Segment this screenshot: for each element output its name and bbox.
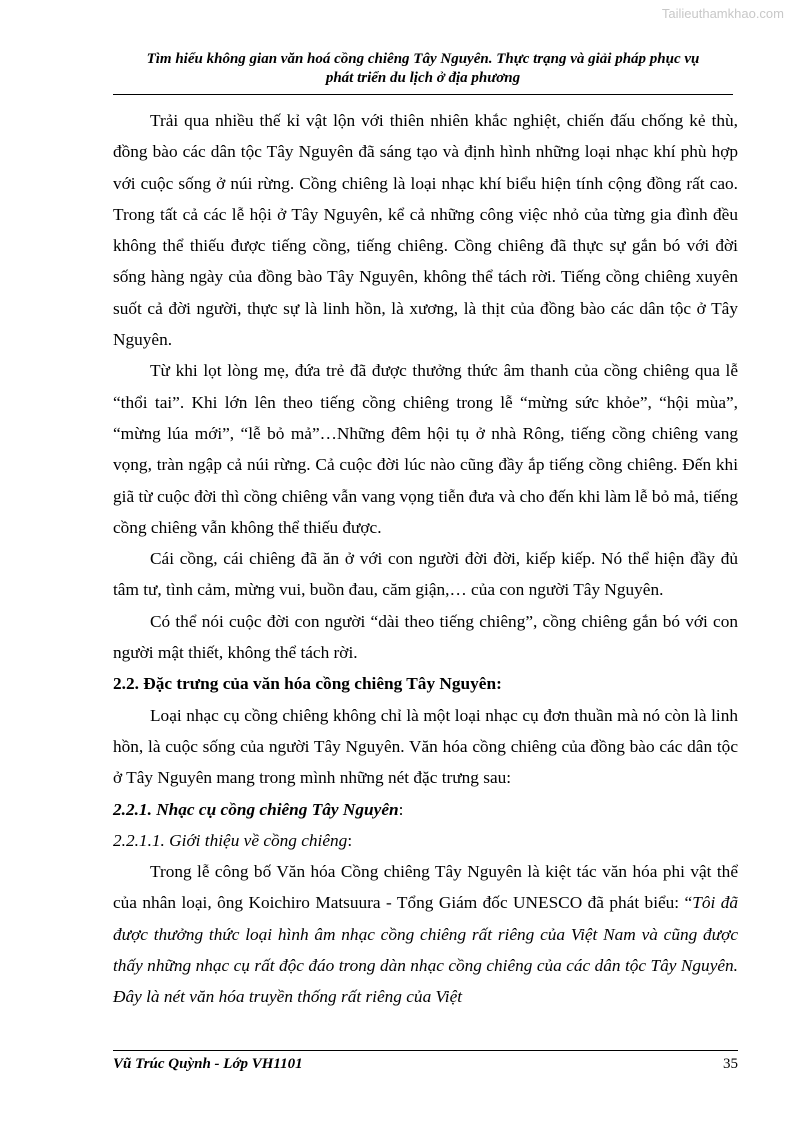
footer-rule xyxy=(113,1050,738,1051)
paragraph-6 xyxy=(113,856,738,1012)
watermark: Tailieuthamkhao.com xyxy=(661,6,784,21)
paragraph-6-normal: Trong lễ công bố Văn hóa Cồng chiêng Tây Nguyên là kiệt tác văn hóa phi vật thể của nhân loại, ông Koichiro Matsuura - Tổng Giám đốc UNESCO đã phát biểu: “ xyxy=(113,862,738,913)
header-rule xyxy=(113,94,733,95)
running-header xyxy=(113,50,733,88)
subsubsection-heading-colon: : xyxy=(347,830,353,850)
subsection-heading-colon: : xyxy=(398,799,404,819)
subsection-heading-text: 2.2.1. Nhạc cụ cồng chiêng Tây Nguyên xyxy=(113,799,399,819)
paragraph-4: Có thể nói cuộc đời con người “dài theo tiếng chiêng”, cồng chiêng gắn bó với con người mật thiết, không thể tách rời. xyxy=(113,611,738,663)
subsubsection-heading-2-2-1-1 xyxy=(113,825,738,856)
header-line-2: phát triển du lịch ở địa phương xyxy=(325,70,521,86)
subsection-heading-2-2-1 xyxy=(113,794,738,825)
paragraph-3: Cái cồng, cái chiêng đã ăn ở với con người đời đời, kiếp kiếp. Nó thể hiện đầy đủ tâm tư, tình cảm, mừng vui, buồn đau, căm giận,… của con người Tây Nguyên. xyxy=(113,549,738,600)
section-heading-2-2: 2.2. Đặc trưng của văn hóa cồng chiêng Tây Nguyên: xyxy=(113,674,502,694)
header-line-1: Tìm hiểu không gian văn hoá cồng chiêng Tây Nguyên. Thực trạng và giải pháp phục vụ xyxy=(146,51,700,67)
paragraph-2: Từ khi lọt lòng mẹ, đứa trẻ đã được thưởng thức âm thanh của cồng chiêng qua lễ “thổi tai”. Khi lớn lên theo tiếng cồng chiêng trong lễ “mừng sức khỏe”, “hội mùa”, “mừng lúa mới”, “lễ bỏ mả”…Những đêm hội tụ ở nhà Rông, tiếng cồng chiêng vang vọng, tràn ngập cả núi rừng. Cả cuộc đời lúc nào cũng đầy ắp tiếng cồng chiêng. Đến khi giã từ cuộc đời thì cồng chiêng vẫn vang vọng tiễn đưa và cho đến khi làm lễ bỏ mả, tiếng cồng chiêng vẫn không thể thiếu được. xyxy=(113,361,738,537)
body-text xyxy=(113,105,738,1013)
subsubsection-heading-text: 2.2.1.1. Giới thiệu về cồng chiêng xyxy=(113,830,348,850)
paragraph-1: Trải qua nhiều thế kỉ vật lộn với thiên nhiên khắc nghiệt, chiến đấu chống kẻ thù, đồng bào các dân tộc Tây Nguyên đã sáng tạo và định hình những loại nhạc khí phù hợp với cuộc sống ở núi rừng. Cồng chiêng là loại nhạc khí biểu hiện tính cộng đồng rất cao. Trong tất cả các lễ hội ở Tây Nguyên, kể cả những công việc nhỏ của từng gia đình đều không thể thiếu được tiếng cồng, tiếng chiêng. Cồng chiêng đã thực sự gắn bó với đời sống hàng ngày của đồng bào Tây Nguyên, không thể tách rời. Tiếng cồng chiêng xuyên suốt cả đời người, thực sự là linh hồn, là xương, là thịt của đồng bào các dân tộc ở Tây Nguyên. xyxy=(113,111,738,350)
page-number: 35 xyxy=(723,1056,738,1072)
paragraph-5: Loại nhạc cụ cồng chiêng không chỉ là một loại nhạc cụ đơn thuần mà nó còn là linh hồn, là cuộc sống của người Tây Nguyên. Văn hóa cồng chiêng của đồng bào các dân tộc ở Tây Nguyên mang trong mình những nét đặc trưng sau: xyxy=(113,705,738,788)
paragraph-6-quote: Tôi đã được thưởng thức loại hình âm nhạc cồng chiêng rất riêng của Việt Nam và cũng được thấy những nhạc cụ rất độc đáo trong dàn nhạc cồng chiêng của các dân tộc Tây Nguyên. Đây là nét văn hóa truyền thống rất riêng của Việt xyxy=(113,893,738,1007)
footer-author: Vũ Trúc Quỳnh - Lớp VH1101 xyxy=(113,1056,303,1072)
